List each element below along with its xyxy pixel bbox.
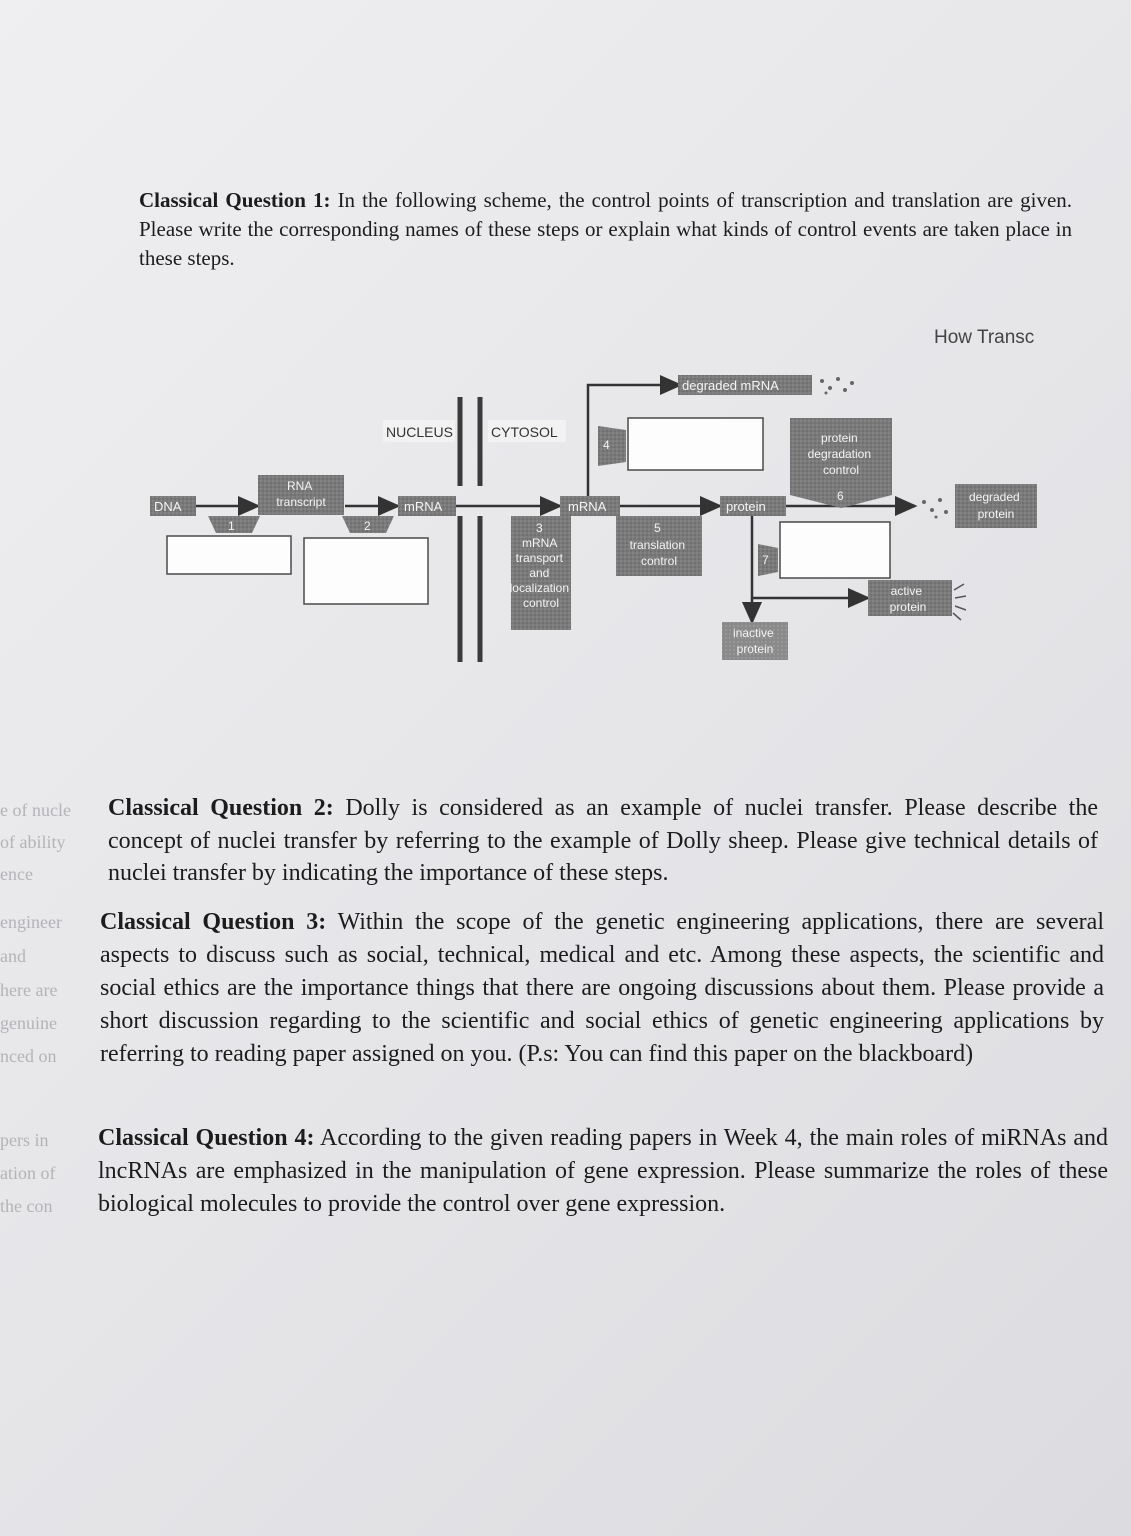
nucleus-label: NUCLEUS — [386, 424, 453, 440]
step-2-answer-box[interactable] — [304, 538, 428, 604]
margin-fragment: nced on — [0, 1046, 57, 1066]
dna-label: DNA — [154, 499, 182, 514]
question-1-text: In the following scheme, the control points of transcription and translation are given. Please write the corresponding names of these steps or explain what kinds of control events are taken place in these steps. — [139, 188, 1073, 270]
step-5-label: translation control — [629, 538, 686, 568]
question-1-label: Classical Question 1: — [139, 188, 331, 212]
margin-fragment: e of nucle — [0, 800, 71, 820]
corner-title: How Transc — [934, 327, 1035, 348]
step-5-number: 5 — [654, 521, 661, 535]
protein-label: protein — [726, 499, 766, 514]
degraded-fragments-icon — [820, 377, 854, 395]
inactive-protein-label: inactive protein — [732, 626, 774, 656]
mrna-cytosol-label: mRNA — [568, 499, 607, 514]
rna-transcript-label: RNA transcript — [276, 479, 326, 509]
active-protein-label: active protein — [889, 584, 927, 614]
margin-fragment: engineer — [0, 912, 62, 932]
question-2 — [108, 792, 1098, 890]
margin-fragment: the con — [0, 1196, 53, 1216]
step-3-number: 3 — [536, 521, 543, 535]
question-2-label: Classical Question 2: — [108, 795, 334, 821]
step-7-answer-box[interactable] — [780, 522, 890, 578]
gene-expression-control-diagram — [0, 0, 1131, 720]
question-2-text: Dolly is considered as an example of nuclei transfer. Please describe the concept of nuclei transfer by referring to the example of Dolly sheep. Please give technical details of nuclei transfer by indicating the importance of these steps. — [108, 795, 1098, 886]
degraded-protein-label: degraded protein — [968, 490, 1020, 521]
mrna-nucleus-label: mRNA — [404, 499, 443, 514]
step-6-label: protein degradation control — [807, 431, 872, 477]
step-3-label: mRNA transport and localization control — [509, 536, 570, 610]
question-4-label: Classical Question 4: — [98, 1125, 315, 1151]
step-4-number: 4 — [603, 438, 610, 452]
margin-fragment: ence — [0, 864, 33, 884]
question-3-label: Classical Question 3: — [100, 909, 327, 935]
degraded-mrna-label: degraded mRNA — [682, 378, 779, 393]
margin-fragment: ation of — [0, 1163, 56, 1183]
question-3-text: Within the scope of the genetic engineering applications, there are several aspects to discuss such as social, technical, medical and etc. Among these aspects, the scientific and social ethics are the importance things that there are ongoing discussions about them. Please provide a short discussion regarding to the scientific and social ethics of genetic engineering applications by referring to reading paper assigned on you. (P.s: You can find this paper on the blackboard) — [100, 909, 1104, 1067]
cytosol-label: CYTOSOL — [491, 424, 558, 440]
margin-fragment: and — [0, 946, 26, 966]
step-1-answer-box[interactable] — [167, 536, 291, 574]
margin-fragment: of ability — [0, 832, 66, 852]
margin-fragment: genuine — [0, 1013, 57, 1033]
active-burst-icon — [953, 584, 966, 620]
nuclear-envelope — [460, 397, 480, 662]
margin-fragment: pers in — [0, 1130, 49, 1150]
question-4-text: According to the given reading papers in Week 4, the main roles of miRNAs and lncRNAs are emphasized in the manipulation of gene expression. Please summarize the roles of these biological molecules to provide the control over gene expression. — [98, 1125, 1108, 1217]
question-3 — [100, 906, 1104, 1071]
step-4-answer-box[interactable] — [628, 418, 763, 470]
margin-fragment: here are — [0, 980, 58, 1000]
protein-fragments-icon — [922, 498, 948, 519]
step-6-number: 6 — [837, 489, 844, 503]
step-1-number: 1 — [228, 519, 235, 533]
question-4 — [98, 1122, 1108, 1221]
step-7-number: 7 — [762, 553, 769, 567]
step-2-number: 2 — [364, 519, 371, 533]
